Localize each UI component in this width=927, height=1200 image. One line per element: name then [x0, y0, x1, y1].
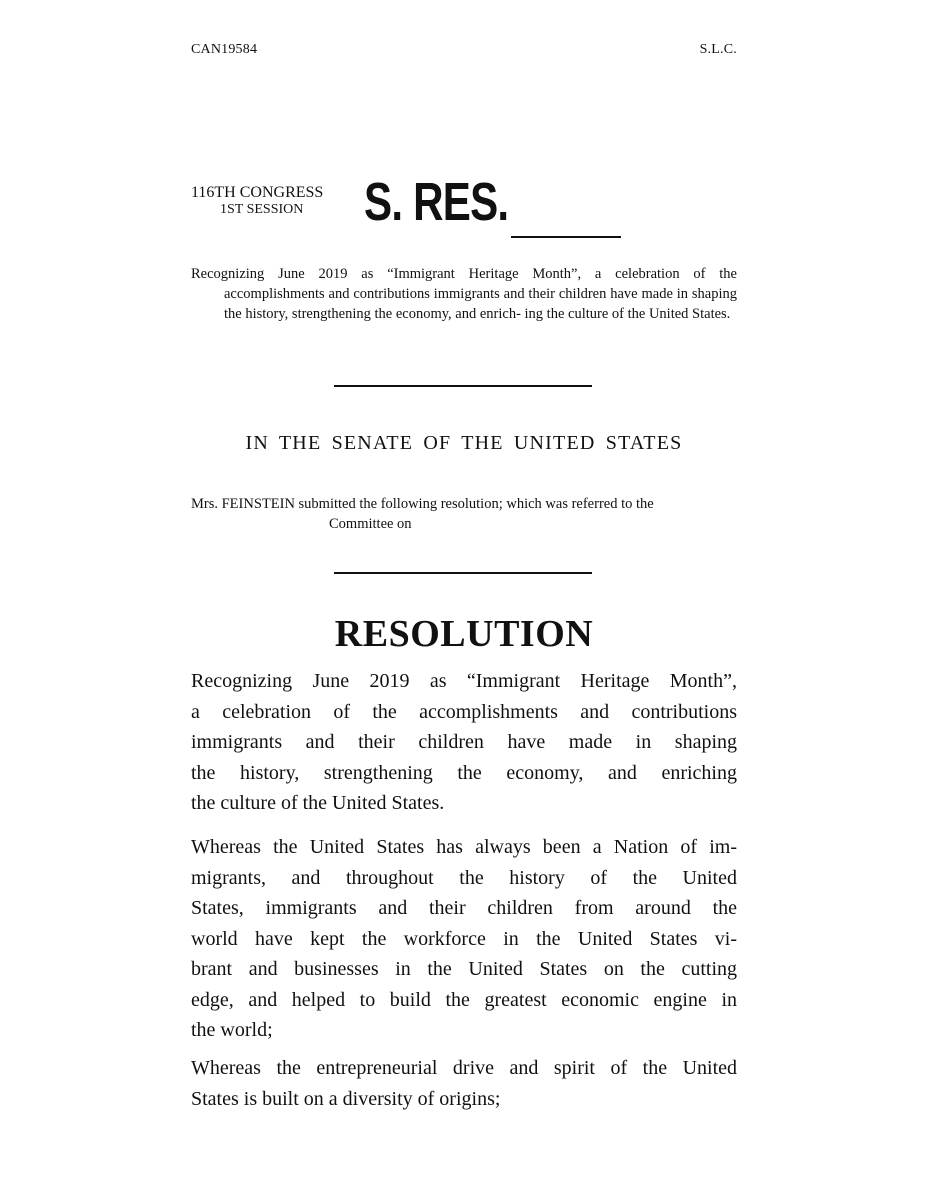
caption-line: the accomplishments and contributions immigrants and their children: [224, 266, 737, 302]
congress-text: 116TH CONGRESS: [191, 184, 324, 201]
measure-number-blank: [511, 236, 621, 238]
submission-line-2: Committee on: [329, 516, 412, 532]
caption-line: Recognizing June 2019 as “Immigrant Heritage Month”, a celebration of: [191, 266, 706, 282]
caption-title: [191, 264, 737, 324]
slc-marker: S.L.C.: [699, 42, 737, 57]
caption-line: ing the culture of the United States.: [524, 306, 731, 322]
body-line: a celebration of the accomplishments and contributions: [191, 700, 737, 723]
divider-rule: [334, 572, 592, 574]
whereas-clause-2: [191, 1053, 737, 1114]
body-line: Whereas the entrepreneurial drive and spirit of the United: [191, 1057, 737, 1079]
body-line: the world;: [191, 1019, 273, 1041]
body-line: immigrants and their children have made in shaping: [191, 731, 737, 753]
body-line: brant and businesses in the United States on the cutting: [191, 958, 737, 980]
body-line: States is built on a diversity of origins;: [191, 1087, 501, 1110]
title-paragraph: [191, 666, 737, 819]
congress-line: [191, 184, 323, 201]
caption-line: have made in shaping the history, strengthening the economy, and enrich-: [224, 286, 737, 322]
body-line: the culture of the United States.: [191, 792, 445, 814]
resolution-heading: RESOLUTION: [334, 613, 594, 655]
body-line: Whereas the United States has always been a Nation of im-: [191, 836, 737, 858]
whereas-paragraph: [191, 1053, 737, 1114]
submission-statement: [191, 494, 737, 534]
whereas-clause-1: [191, 832, 737, 1046]
submission-line-1: Mrs. FEINSTEIN submitted the following resolution; which was referred to the: [191, 496, 654, 512]
divider-rule: [334, 385, 592, 387]
body-line: the history, strengthening the economy, and enriching: [191, 761, 737, 784]
body-line: world have kept the workforce in the United States vi-: [191, 927, 737, 950]
congress-session-block: [191, 184, 323, 218]
body-line: States, immigrants and their children from around the: [191, 897, 737, 919]
measure-number: S. RES.: [364, 172, 509, 232]
chamber-heading: IN THE SENATE OF THE UNITED STATES: [245, 432, 683, 454]
resolution-title-paragraph: [191, 666, 737, 819]
body-line: edge, and helped to build the greatest economic engine in: [191, 988, 737, 1011]
body-line: Recognizing June 2019 as “Immigrant Heritage Month”,: [191, 670, 737, 692]
body-line: migrants, and throughout the history of the United: [191, 866, 737, 889]
session-text: 1ST SESSION: [220, 202, 304, 217]
session-line: [191, 201, 323, 218]
document-id: CAN19584: [191, 42, 258, 57]
whereas-paragraph: [191, 832, 737, 1046]
caption-paragraph: [191, 264, 737, 324]
